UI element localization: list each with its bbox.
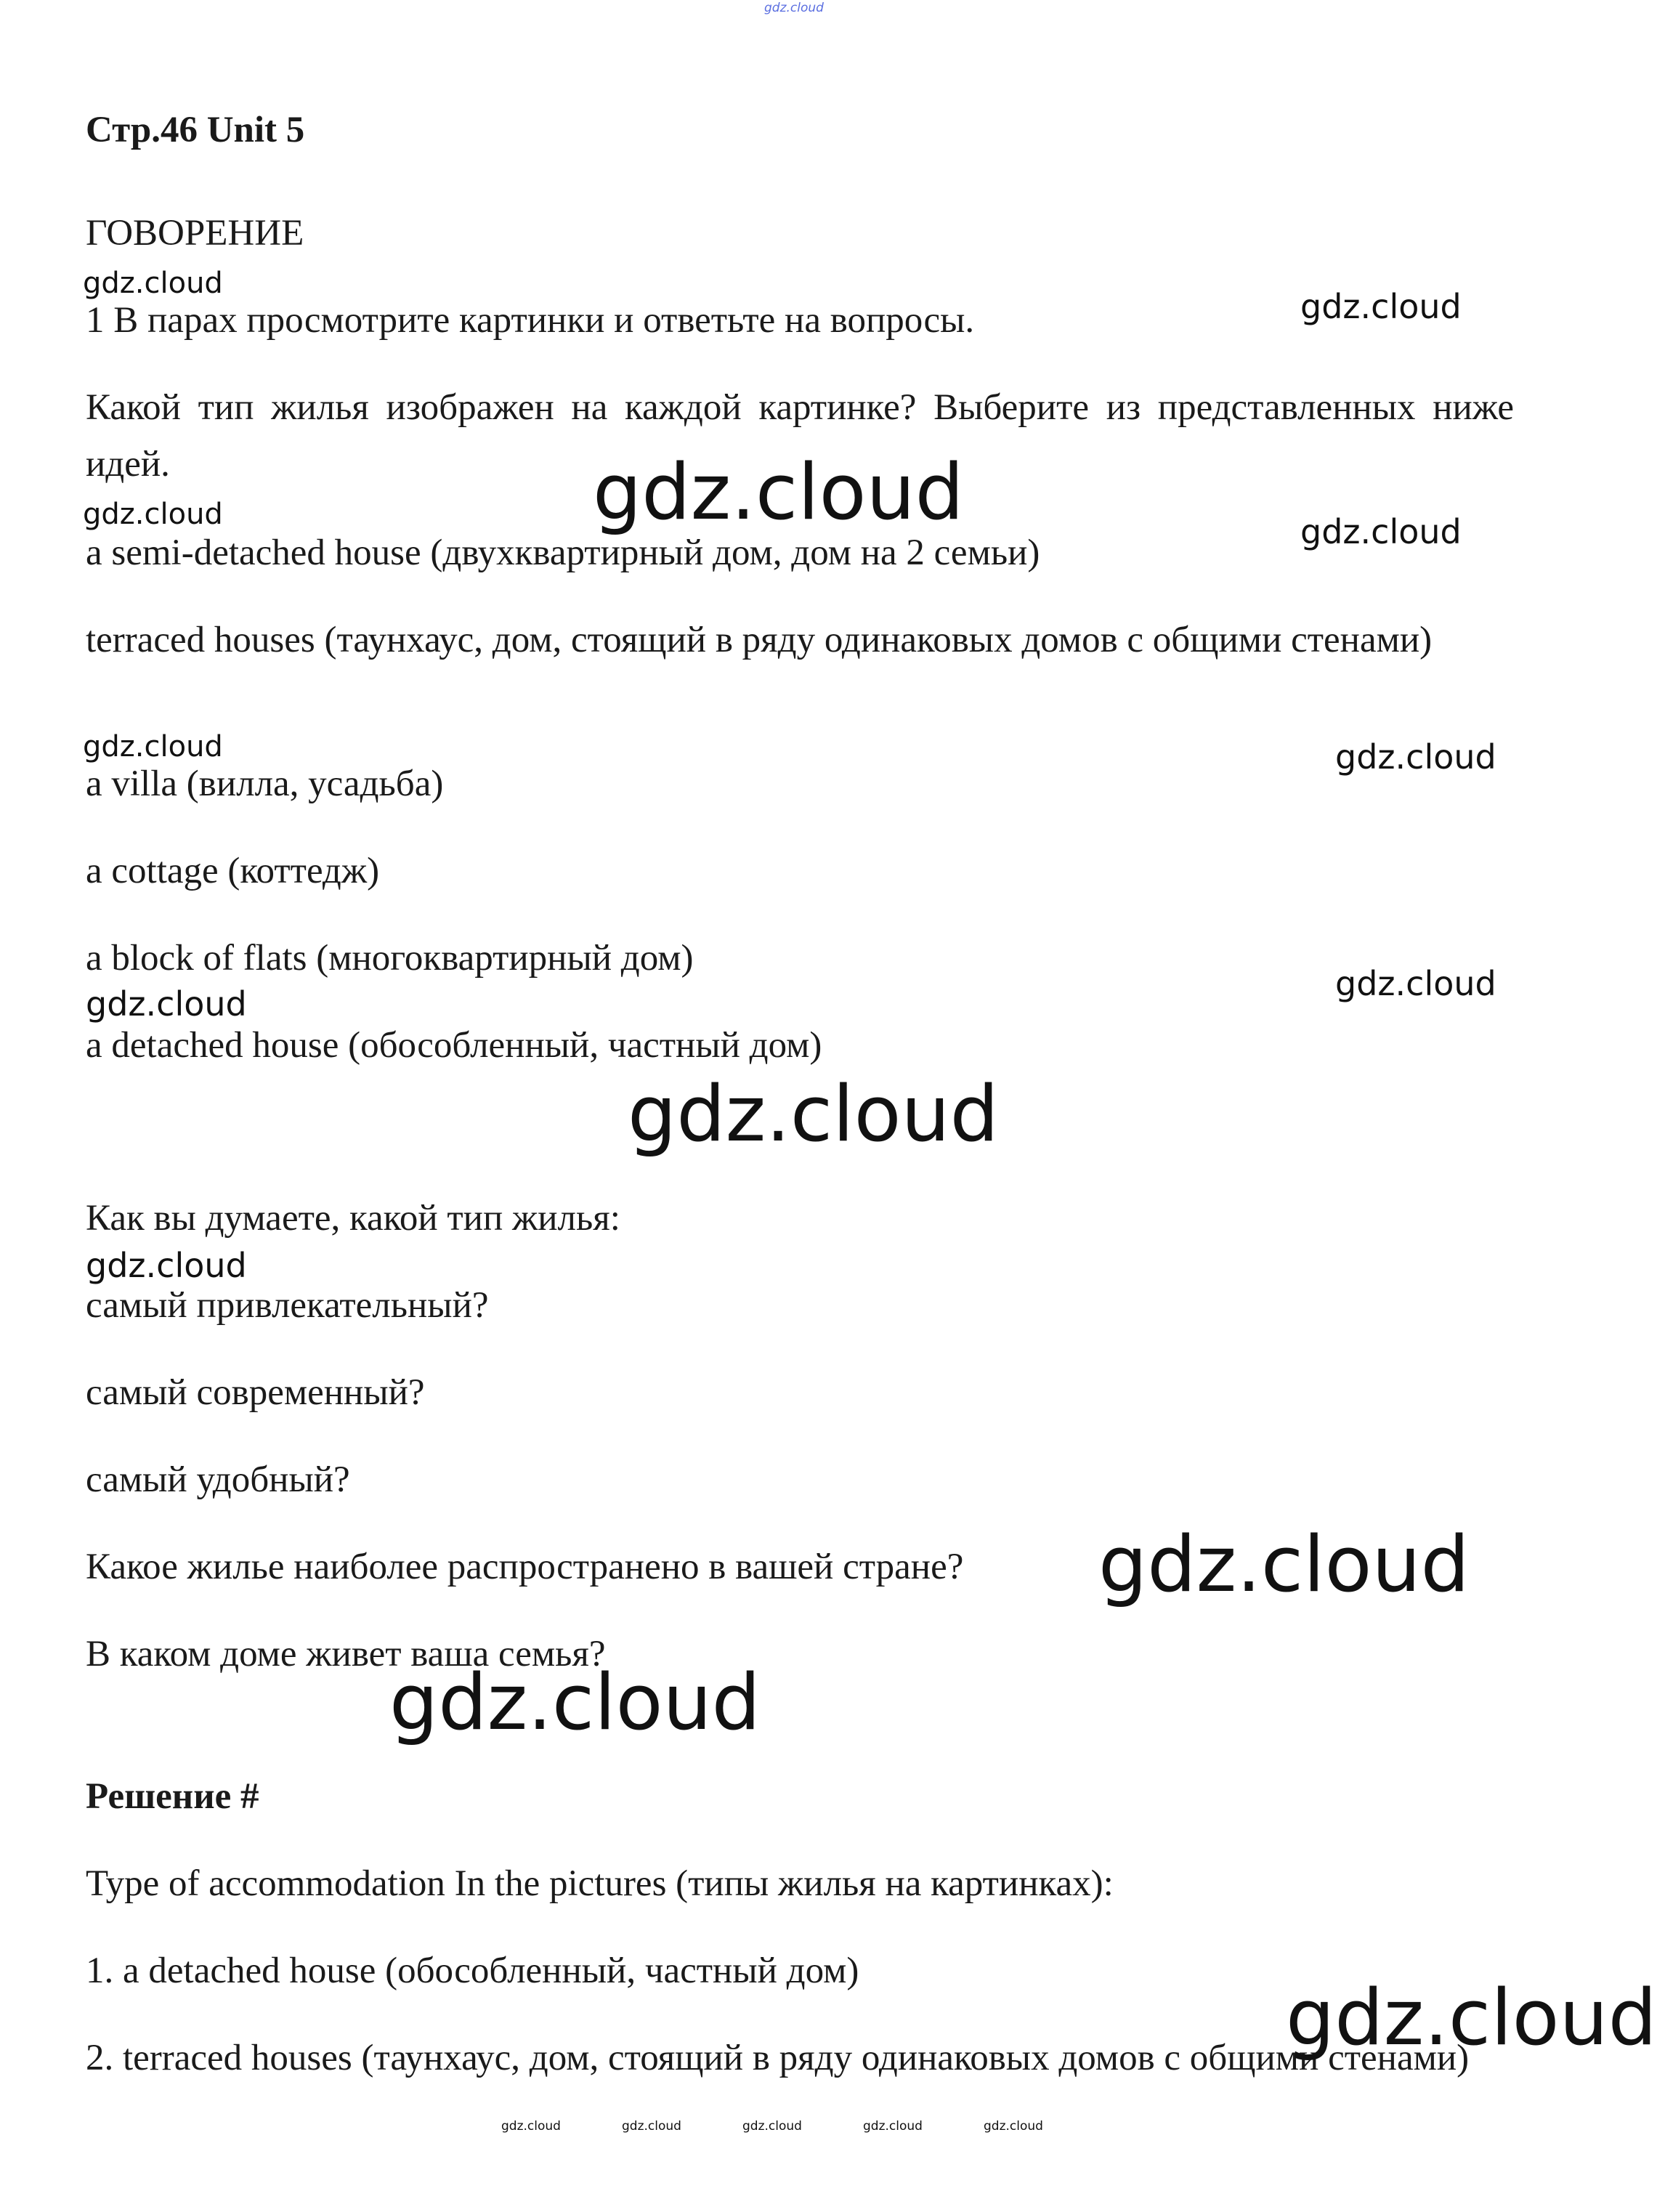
watermark: gdz.cloud — [86, 984, 247, 1024]
option-detached: a detached house (обособленный, частный дом) — [86, 1025, 822, 1066]
watermark: gdz.cloud — [1335, 737, 1496, 777]
sub-question-modern: самый современный? — [86, 1372, 425, 1413]
sub-question-attractive: самый привлекательный? — [86, 1285, 489, 1326]
watermark: gdz.cloud — [628, 1069, 999, 1159]
watermark: gdz.cloud — [1335, 964, 1496, 1003]
watermark: gdz.cloud — [83, 267, 223, 300]
watermark: gdz.cloud — [501, 2119, 561, 2134]
top-watermark: gdz.cloud — [764, 1, 824, 15]
solution-intro: Type of accommodation In the pictures (типы жилья на картинках): — [86, 1863, 1114, 1904]
solution-item-2: 2. terraced houses (таунхаус, дом, стоящий в ряду одинаковых домов с общими стенами) — [86, 2038, 1470, 2078]
section-heading: ГОВОРЕНИЕ — [86, 213, 304, 254]
watermark: gdz.cloud — [83, 498, 223, 531]
watermark: gdz.cloud — [1286, 1973, 1657, 2062]
watermark: gdz.cloud — [1300, 512, 1462, 551]
question-type-of-housing: Какой тип жилья изображен на каждой картинке? Выберите из представленных ниже идей. — [86, 387, 1514, 485]
sub-question-comfortable: самый удобный? — [86, 1459, 350, 1500]
watermark: gdz.cloud — [593, 447, 964, 537]
question-country: Какое жилье наиболее распространено в вашей стране? — [86, 1547, 964, 1587]
page-title: Стр.46 Unit 5 — [86, 110, 305, 150]
watermark: gdz.cloud — [389, 1658, 761, 1747]
option-terraced: terraced houses (таунхаус, дом, стоящий в ряду одинаковых домов с общими стенами) — [86, 620, 1433, 660]
watermark: gdz.cloud — [742, 2119, 802, 2134]
watermark: gdz.cloud — [83, 730, 223, 763]
option-block-of-flats: a block of flats (многоквартирный дом) — [86, 938, 694, 979]
watermark: gdz.cloud — [622, 2119, 681, 2134]
option-semi-detached: a semi-detached house (двухквартирный дом, дом на 2 семьи) — [86, 532, 1040, 573]
watermark: gdz.cloud — [863, 2119, 923, 2134]
watermark: gdz.cloud — [1300, 287, 1462, 326]
option-villa: a villa (вилла, усадьба) — [86, 763, 444, 804]
solution-heading: Решение # — [86, 1776, 259, 1817]
watermark: gdz.cloud — [86, 1246, 247, 1285]
watermark: gdz.cloud — [984, 2119, 1043, 2134]
question-opinion: Как вы думаете, какой тип жилья: — [86, 1198, 620, 1239]
watermark: gdz.cloud — [1098, 1520, 1470, 1609]
question-family: В каком доме живет ваша семья? — [86, 1634, 606, 1674]
task-instruction: 1 В парах просмотрите картинки и ответьте на вопросы. — [86, 300, 975, 341]
option-cottage: a cottage (коттедж) — [86, 851, 380, 891]
solution-item-1: 1. a detached house (обособленный, частный дом) — [86, 1950, 859, 1991]
